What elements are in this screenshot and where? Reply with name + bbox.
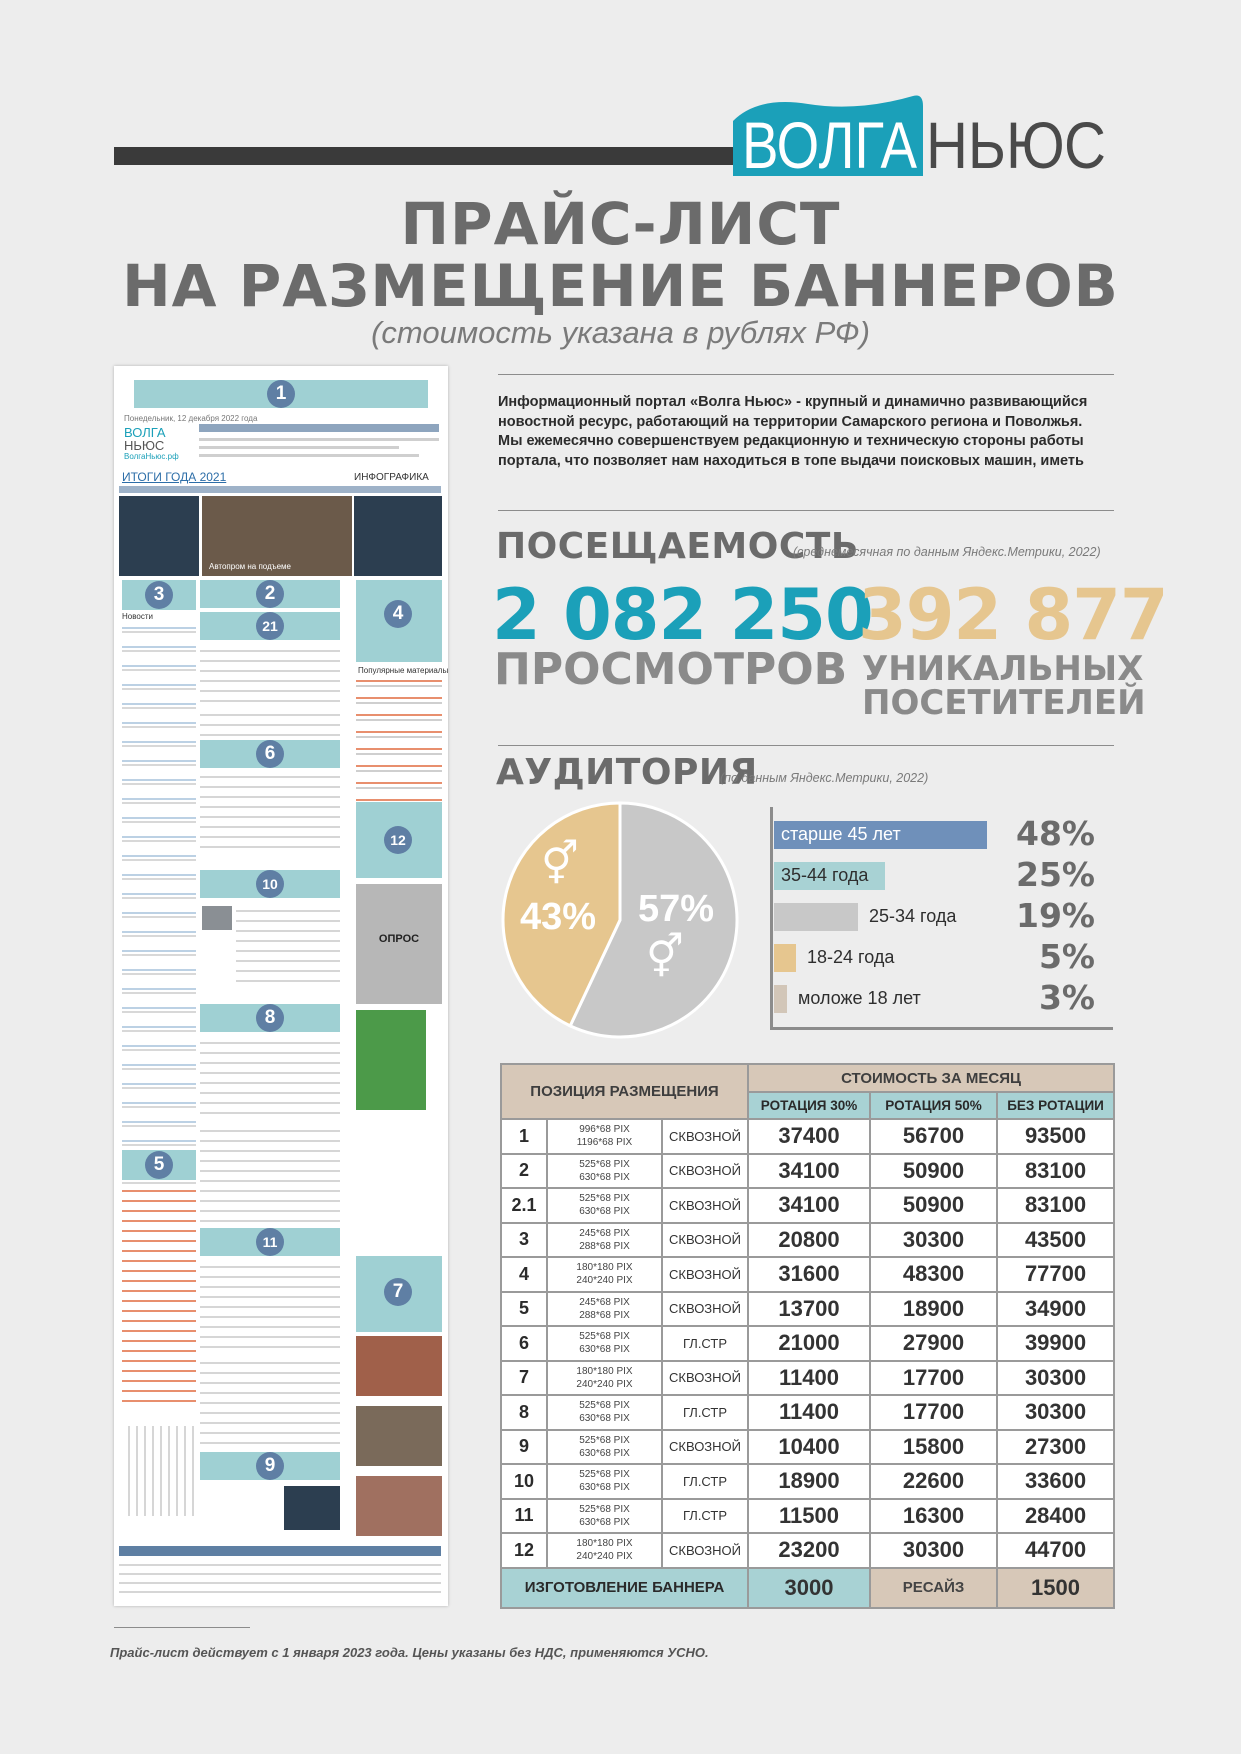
banner-size (547, 1361, 662, 1396)
price-no-rotation: 39900 (997, 1326, 1114, 1361)
price-row (501, 1361, 1114, 1396)
banner-size-wide: 288*68 PIX (579, 1309, 630, 1321)
placement-type: СКВОЗНОЙ (662, 1257, 748, 1292)
position-number: 2.1 (501, 1188, 547, 1223)
slot-number-3: 3 (145, 581, 173, 609)
age-bar (774, 903, 858, 931)
price-rotation-30: 23200 (748, 1533, 870, 1568)
price-rotation-50: 18900 (870, 1292, 997, 1327)
visitors-label-1: УНИКАЛЬНЫХ (862, 649, 1144, 689)
age-bar-value: 25% (1016, 855, 1095, 894)
banner-size-desktop: 525*68 PIX (579, 1469, 630, 1481)
price-row (501, 1119, 1114, 1154)
banner-size-wide: 240*240 PIX (576, 1275, 633, 1287)
banner-making-price: 3000 (748, 1568, 870, 1608)
price-rotation-50: 30300 (870, 1223, 997, 1258)
mock-app-banner (284, 1486, 340, 1530)
slot-number-2: 2 (256, 580, 284, 608)
mock-news-list (119, 496, 199, 576)
position-number: 6 (501, 1326, 547, 1361)
age-bar-label: 18-24 года (807, 947, 895, 967)
price-no-rotation: 34900 (997, 1292, 1114, 1327)
mock-line (199, 438, 439, 441)
placement-type: ГЛ.СТР (662, 1464, 748, 1499)
position-number: 12 (501, 1533, 547, 1568)
price-rotation-50: 50900 (870, 1188, 997, 1223)
header-rotation-50: РОТАЦИЯ 50% (870, 1092, 997, 1119)
mock-popular-list (356, 676, 442, 806)
placement-type: СКВОЗНОЙ (662, 1292, 748, 1327)
price-row (501, 1533, 1114, 1568)
logo-part1: ВОЛГА (742, 108, 917, 176)
price-rotation-50: 50900 (870, 1154, 997, 1189)
banner-size-wide: 630*68 PIX (579, 1206, 630, 1218)
banner-size (547, 1499, 662, 1534)
price-no-rotation: 93500 (997, 1119, 1114, 1154)
mock-photo (356, 1336, 442, 1396)
page-title-line1: ПРАЙС-ЛИСТ (400, 190, 841, 258)
mock-footer-nav (119, 1546, 441, 1556)
slot-number-1: 1 (267, 380, 295, 408)
banner-size-wide: 630*68 PIX (579, 1516, 630, 1528)
banner-size-desktop: 525*68 PIX (579, 1331, 630, 1343)
position-number: 3 (501, 1223, 547, 1258)
position-number: 2 (501, 1154, 547, 1189)
banner-size (547, 1326, 662, 1361)
placement-type: СКВОЗНОЙ (662, 1430, 748, 1465)
slot-number-7: 7 (384, 1278, 412, 1306)
age-bar-label: 25-34 года (869, 906, 957, 926)
mock-partner-list (356, 1010, 426, 1110)
traffic-heading: ПОСЕЩАЕМОСТЬ (496, 526, 859, 567)
banner-size-desktop: 525*68 PIX (579, 1193, 630, 1205)
page-title-line2: НА РАЗМЕЩЕНИЕ БАННЕРОВ (122, 252, 1119, 320)
audience-heading: АУДИТОРИЯ (496, 752, 758, 793)
mock-photo (356, 1476, 442, 1536)
placement-type: ГЛ.СТР (662, 1326, 748, 1361)
pie-label-female: 43% (520, 896, 597, 938)
price-row (501, 1188, 1114, 1223)
price-no-rotation: 77700 (997, 1257, 1114, 1292)
banner-making-label: ИЗГОТОВЛЕНИЕ БАННЕРА (501, 1568, 748, 1608)
banner-size (547, 1188, 662, 1223)
slot-number-5: 5 (145, 1151, 173, 1179)
price-row (501, 1257, 1114, 1292)
page-subtitle: (стоимость указана в рублях РФ) (371, 315, 870, 350)
price-no-rotation: 30300 (997, 1395, 1114, 1430)
position-number: 4 (501, 1257, 547, 1292)
price-row (501, 1223, 1114, 1258)
mock-line (199, 454, 419, 457)
mock-footer-text (119, 1560, 441, 1600)
mock-menu (119, 486, 441, 493)
price-rotation-30: 34100 (748, 1188, 870, 1223)
banner-size (547, 1533, 662, 1568)
placement-type: СКВОЗНОЙ (662, 1119, 748, 1154)
banner-size (547, 1154, 662, 1189)
header-cost: СТОИМОСТЬ ЗА МЕСЯЦ (748, 1064, 1114, 1092)
banner-size-wide: 630*68 PIX (579, 1413, 630, 1425)
slot-number-10: 10 (256, 870, 284, 898)
price-table (500, 1063, 1115, 1609)
price-no-rotation: 33600 (997, 1464, 1114, 1499)
banner-size (547, 1223, 662, 1258)
site-mockup (114, 366, 448, 1606)
mock-center-text (200, 1038, 340, 1118)
price-rotation-30: 31600 (748, 1257, 870, 1292)
resize-label: РЕСАЙЗ (870, 1568, 997, 1608)
price-rotation-30: 37400 (748, 1119, 870, 1154)
mock-video (354, 496, 442, 576)
banner-size-desktop: 245*68 PIX (579, 1227, 630, 1239)
price-rotation-50: 15800 (870, 1430, 997, 1465)
banner-size (547, 1119, 662, 1154)
divider (498, 374, 1114, 375)
banner-size-desktop: 180*180 PIX (576, 1538, 633, 1550)
age-axis-vertical (770, 807, 773, 1030)
mock-popular-head: Популярные материалы (358, 666, 448, 675)
price-rotation-50: 22600 (870, 1464, 997, 1499)
price-rotation-50: 16300 (870, 1499, 997, 1534)
banner-size-desktop: 525*68 PIX (579, 1434, 630, 1446)
mock-date: Понедельник, 12 декабря 2022 года (124, 414, 258, 423)
position-number: 5 (501, 1292, 547, 1327)
views-label: ПРОСМОТРОВ (494, 644, 848, 695)
slot-number-11: 11 (256, 1228, 284, 1256)
placement-type: ГЛ.СТР (662, 1499, 748, 1534)
price-no-rotation: 28400 (997, 1499, 1114, 1534)
banner-size-wide: 630*68 PIX (579, 1482, 630, 1494)
banner-size (547, 1292, 662, 1327)
banner-size-desktop: 180*180 PIX (576, 1365, 633, 1377)
age-bar-value: 19% (1016, 896, 1095, 935)
price-rotation-50: 30300 (870, 1533, 997, 1568)
age-bar-value: 3% (1038, 978, 1095, 1017)
mock-news-head: Новости (122, 612, 153, 621)
placement-type: СКВОЗНОЙ (662, 1223, 748, 1258)
divider (498, 745, 1114, 746)
price-rotation-50: 17700 (870, 1361, 997, 1396)
banner-size-wide: 1196*68 PIX (576, 1137, 633, 1149)
volganews-logo (728, 86, 1118, 176)
traffic-note: (среднемесячная по данным Яндекс.Метрики, 2022) (793, 545, 1101, 559)
price-row (501, 1154, 1114, 1189)
age-bar-label: моложе 18 лет (798, 988, 921, 1008)
slot-number-8: 8 (256, 1004, 284, 1032)
slot-number-6: 6 (256, 740, 284, 768)
price-row (501, 1395, 1114, 1430)
price-rotation-30: 11400 (748, 1395, 870, 1430)
banner-size-wide: 288*68 PIX (579, 1240, 630, 1252)
mock-left-list (122, 1186, 196, 1406)
placement-type: СКВОЗНОЙ (662, 1188, 748, 1223)
price-row (501, 1430, 1114, 1465)
price-rotation-30: 11500 (748, 1499, 870, 1534)
price-no-rotation: 83100 (997, 1154, 1114, 1189)
mock-thumb (202, 906, 232, 930)
intro-paragraph-2: Мы ежемесячно совершенствуем редакционную и техническую стороны работы портала, что позволяет нам находиться в топе выдачи поисковых машин, иметь (498, 433, 1084, 469)
mock-infografika: ИНФОГРАФИКА (354, 472, 429, 483)
banner-size (547, 1430, 662, 1465)
header-no-rotation: БЕЗ РОТАЦИИ (997, 1092, 1114, 1119)
position-number: 11 (501, 1499, 547, 1534)
price-no-rotation: 83100 (997, 1188, 1114, 1223)
header-position: ПОЗИЦИЯ РАЗМЕЩЕНИЯ (501, 1064, 748, 1119)
mock-center-text (200, 646, 340, 706)
mock-center-text (200, 772, 340, 852)
banner-size-wide: 630*68 PIX (579, 1447, 630, 1459)
age-bar (774, 985, 787, 1013)
visitors-label-2: ПОСЕТИТЕЛЕЙ (862, 683, 1146, 723)
price-rotation-30: 13700 (748, 1292, 870, 1327)
footnote-rule (114, 1627, 250, 1628)
price-rotation-30: 18900 (748, 1464, 870, 1499)
banner-size-desktop: 180*180 PIX (576, 1262, 633, 1274)
price-row (501, 1326, 1114, 1361)
intro-paragraph-1: Информационный портал «Волга Ньюс» - крупный и динамично развивающийся новостной ресурс, работающий на территории Самарского региона и Поволжья. (498, 394, 1088, 430)
mock-poll: ОПРОС (356, 884, 442, 1004)
banner-size (547, 1464, 662, 1499)
mock-center-text (200, 1262, 340, 1352)
position-number: 8 (501, 1395, 547, 1430)
age-bar-label: 35-44 года (781, 865, 869, 885)
banner-size-wide: 630*68 PIX (579, 1344, 630, 1356)
placement-type: СКВОЗНОЙ (662, 1154, 748, 1189)
price-row (501, 1499, 1114, 1534)
position-number: 10 (501, 1464, 547, 1499)
price-rotation-30: 21000 (748, 1326, 870, 1361)
mock-photo-caption: Автопром на подъеме (209, 562, 291, 571)
mock-center-text (200, 1358, 340, 1448)
intro-text (498, 393, 1114, 471)
position-number: 1 (501, 1119, 547, 1154)
banner-size-desktop: 245*68 PIX (579, 1296, 630, 1308)
placement-type: СКВОЗНОЙ (662, 1361, 748, 1396)
age-axis-horizontal (770, 1027, 1113, 1030)
banner-size-desktop: 996*68 PIX (579, 1124, 630, 1136)
mock-center-text (236, 906, 340, 986)
slot-number-12: 12 (384, 826, 412, 854)
slot-number-2-1: 21 (256, 612, 284, 640)
banner-size-wide: 630*68 PIX (579, 1171, 630, 1183)
slot-number-9: 9 (256, 1452, 284, 1480)
mock-center-text (200, 1126, 340, 1222)
position-number: 7 (501, 1361, 547, 1396)
price-rotation-50: 17700 (870, 1395, 997, 1430)
price-row (501, 1464, 1114, 1499)
pie-label-male: 57% (638, 888, 715, 930)
price-rotation-50: 56700 (870, 1119, 997, 1154)
visitors-value: 392 877 (858, 574, 1168, 656)
female-sign-icon: ⚥ (541, 840, 579, 887)
logo-part2: НЬЮС (926, 108, 1106, 176)
position-number: 9 (501, 1430, 547, 1465)
mock-nav (199, 424, 439, 432)
age-bar-value: 5% (1038, 937, 1095, 976)
footnote: Прайс-лист действует с 1 января 2023 года. Цены указаны без НДС, применяются УСНО. (110, 1645, 709, 1660)
header-rotation-30: РОТАЦИЯ 30% (748, 1092, 870, 1119)
mock-calendar (122, 1426, 196, 1516)
placement-type: ГЛ.СТР (662, 1395, 748, 1430)
banner-size (547, 1257, 662, 1292)
price-no-rotation: 44700 (997, 1533, 1114, 1568)
age-bar-label: старше 45 лет (781, 824, 901, 844)
resize-price: 1500 (997, 1568, 1114, 1608)
banner-size-wide: 240*240 PIX (576, 1551, 633, 1563)
price-row (501, 1292, 1114, 1327)
price-rotation-30: 10400 (748, 1430, 870, 1465)
price-rotation-50: 48300 (870, 1257, 997, 1292)
male-sign-icon: ⚥ (646, 933, 684, 980)
mock-photo (356, 1406, 442, 1466)
banner-size-wide: 240*240 PIX (576, 1378, 633, 1390)
banner-size-desktop: 525*68 PIX (579, 1400, 630, 1412)
mock-line (199, 446, 399, 449)
banner-size-desktop: 525*68 PIX (579, 1503, 630, 1515)
mock-logo: ВОЛГА НЬЮС ВолгаНьюс.рф (124, 425, 179, 461)
price-rotation-30: 20800 (748, 1223, 870, 1258)
price-no-rotation: 43500 (997, 1223, 1114, 1258)
price-no-rotation: 27300 (997, 1430, 1114, 1465)
price-rotation-30: 11400 (748, 1361, 870, 1396)
age-bar-value: 48% (1016, 814, 1095, 853)
banner-size-desktop: 525*68 PIX (579, 1158, 630, 1170)
price-rotation-30: 34100 (748, 1154, 870, 1189)
divider (498, 510, 1114, 511)
age-bar (774, 944, 796, 972)
price-no-rotation: 30300 (997, 1361, 1114, 1396)
audience-note: (по данным Яндекс.Метрики, 2022) (720, 771, 929, 785)
slot-number-4: 4 (384, 600, 412, 628)
placement-type: СКВОЗНОЙ (662, 1533, 748, 1568)
banner-size (547, 1395, 662, 1430)
price-rotation-50: 27900 (870, 1326, 997, 1361)
views-value: 2 082 250 (492, 574, 873, 656)
mock-itogi: ИТОГИ ГОДА 2021 (122, 470, 227, 484)
